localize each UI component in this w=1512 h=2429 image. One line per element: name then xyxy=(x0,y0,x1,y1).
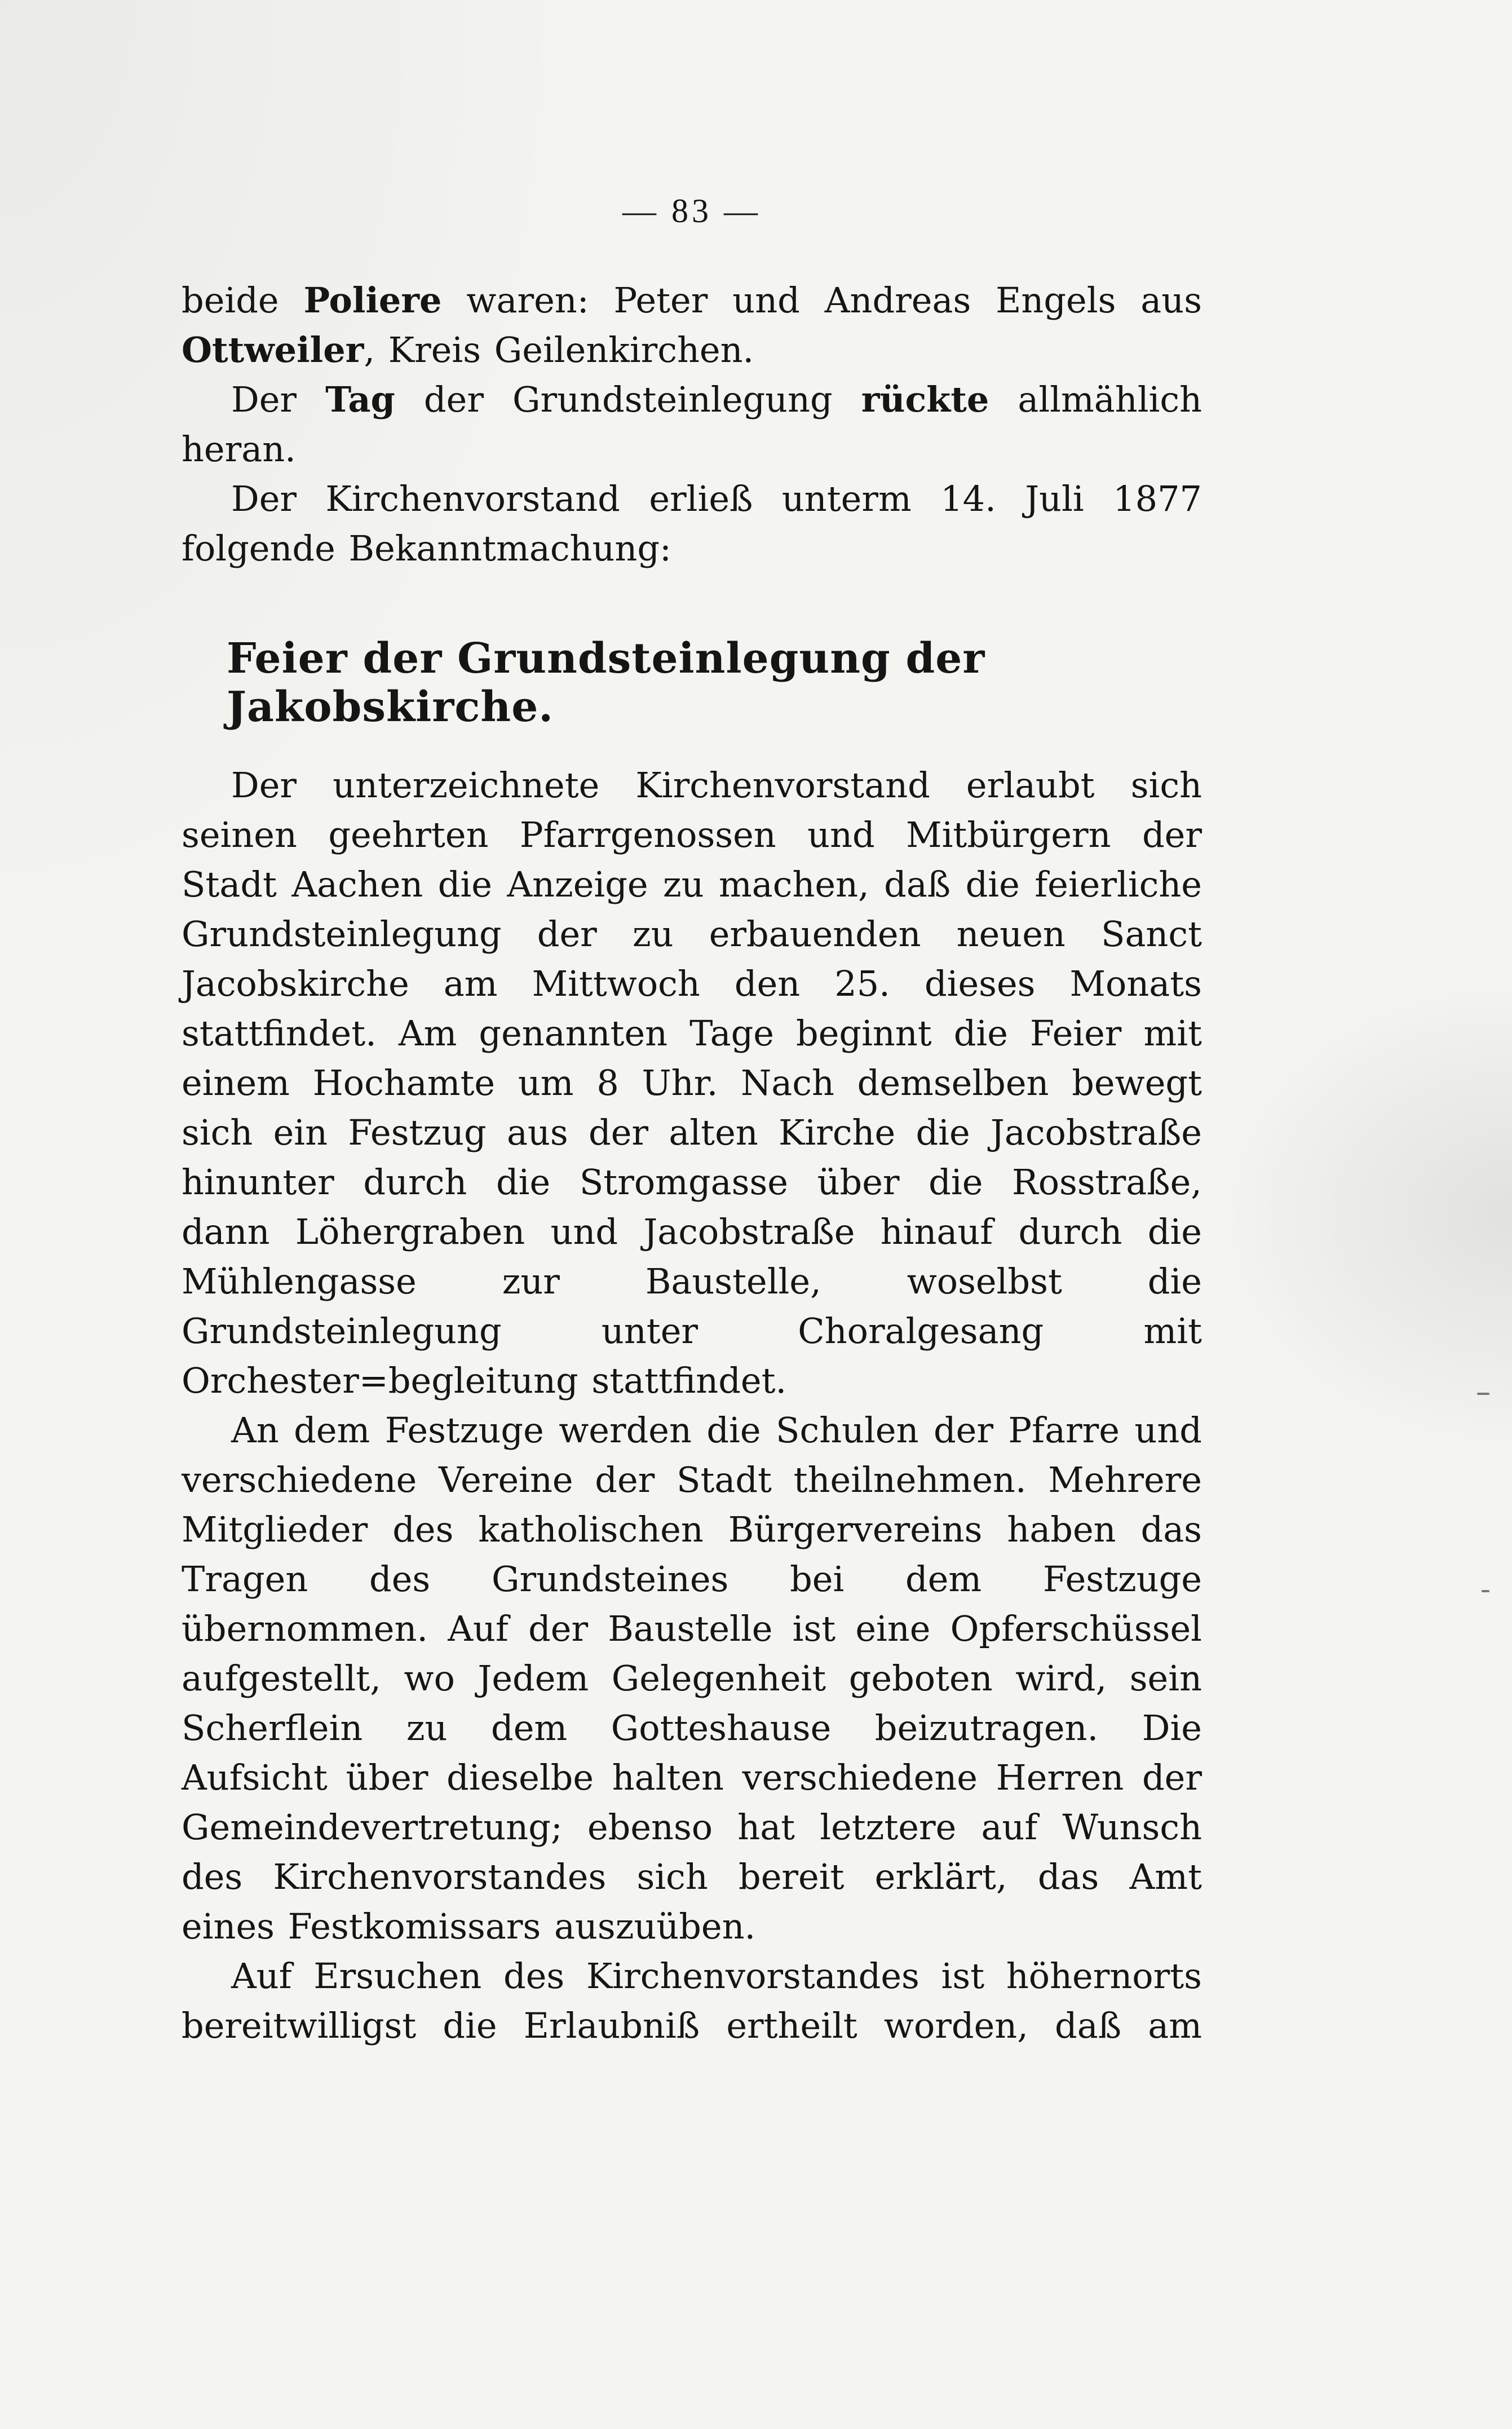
tag-bold-tag: Tag xyxy=(325,379,395,420)
scan-artifact-mark xyxy=(1482,1590,1489,1592)
page-content xyxy=(182,192,1202,2051)
intro-text-b: waren: Peter und Andreas Engels aus xyxy=(441,280,1202,321)
intro-text-a: beide xyxy=(182,280,304,321)
tag-paragraph xyxy=(182,375,1202,474)
tag-text-c: allmählich heran. xyxy=(182,379,1202,470)
body-paragraph-3: Auf Ersuchen des Kirchenvorstandes ist höhernorts bereitwilligst die Erlaubniß ertheilt worden, daß am xyxy=(182,1955,1202,2046)
intro-bold-ottweiler: Ottweiler xyxy=(182,329,364,370)
scan-artifact-mark xyxy=(1477,1393,1489,1395)
vorstand-paragraph: Der Kirchenvorstand erließ unterm 14. Juli 1877 folgende Bekanntmachung: xyxy=(182,478,1202,569)
page-number: — 83 — xyxy=(622,192,761,229)
intro-paragraph xyxy=(182,276,1202,375)
section-heading: Feier der Grundsteinlegung der Jakobskirche. xyxy=(227,634,985,731)
tag-bold-rueckte: rückte xyxy=(861,379,989,420)
tag-text-a: Der xyxy=(231,379,326,420)
body-paragraph-2: An dem Festzuge werden die Schulen der Pfarre und verschiedene Vereine der Stadt theilnehmen. Mehrere Mitglieder des katholischen Bürgervereins haben das Tragen des Grundsteines bei dem Festzuge übernommen. Auf der Baustelle ist eine Opferschüssel aufgestellt, wo Jedem Gelegenheit geboten wird, sein Scherflein zu dem Gotteshause beizutragen. Die Aufsicht über dieselbe halten verschiedene Herren der Gemeindevertretung; ebenso hat letztere auf Wunsch des Kirchenvorstandes sich bereit erklärt, das Amt eines Festkomissars auszuüben. xyxy=(182,1410,1202,1947)
body-paragraph-1: Der unterzeichnete Kirchenvorstand erlaubt sich seinen geehrten Pfarrgenossen und Mitbürgern der Stadt Aachen die Anzeige zu machen, daß die feierliche Grundsteinlegung der zu erbauenden neuen Sanct Jacobskirche am Mittwoch den 25. dieses Monats stattfindet. Am genannten Tage beginnt die Feier mit einem Hochamte um 8 Uhr. Nach demselben bewegt sich ein Festzug aus der alten Kirche die Jacobstraße hinunter durch die Stromgasse über die Rosstraße, dann Löhergraben und Jacobstraße hinauf durch die Mühlengasse zur Baustelle, woselbst die Grundsteinlegung unter Choralgesang mit Orchester=begleitung stattfindet. xyxy=(182,765,1202,1401)
intro-bold-poliere: Poliere xyxy=(303,280,442,321)
intro-text-c: , Kreis Geilenkirchen. xyxy=(364,329,754,370)
tag-text-b: der Grundsteinlegung xyxy=(395,379,861,420)
